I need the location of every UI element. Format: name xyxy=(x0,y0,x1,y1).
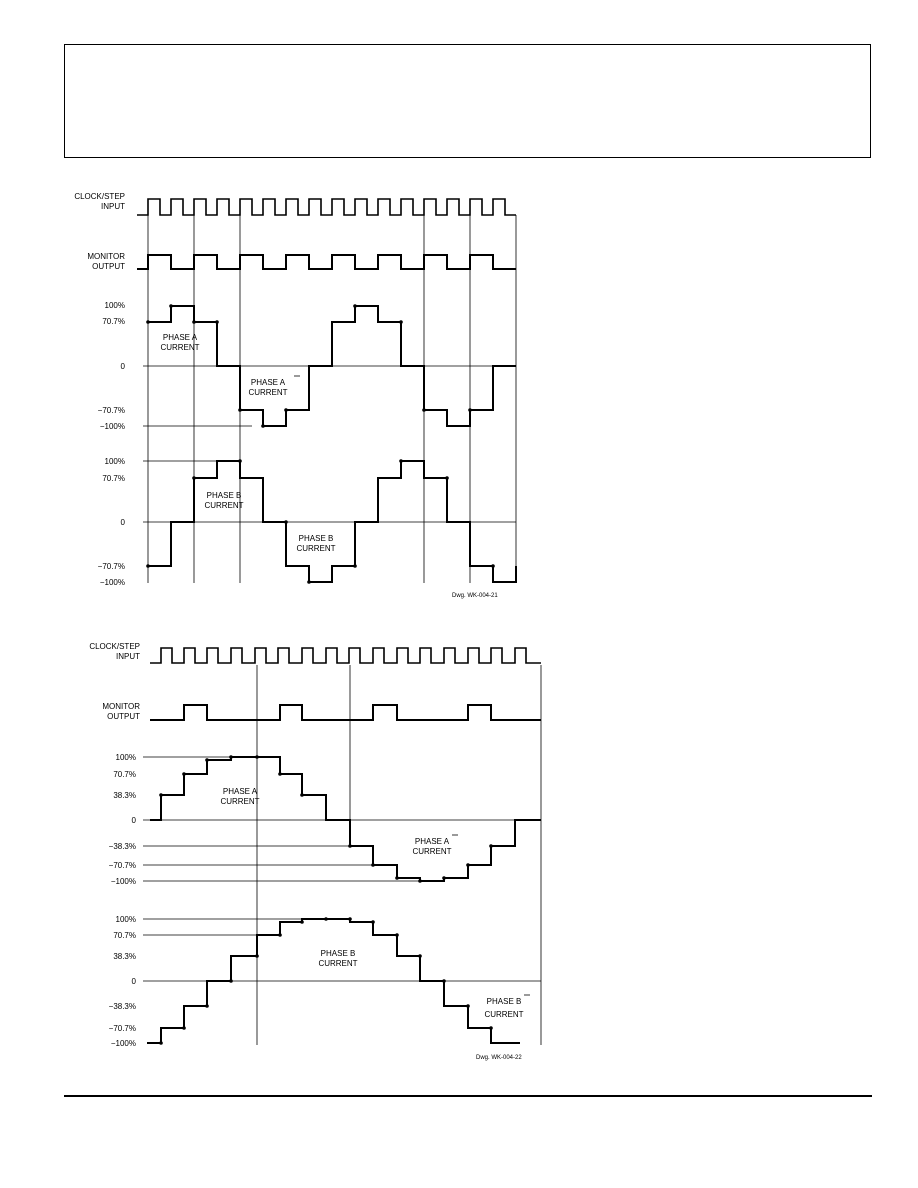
clock-label-line1: CLOCK/STEP xyxy=(89,642,140,651)
phase-b-tick-70: 70.7% xyxy=(113,931,136,940)
phase-b-tick-neg38: −38.3% xyxy=(108,1002,136,1011)
phase-a-bar-caption-line2: CURRENT xyxy=(412,847,452,856)
footer-rule xyxy=(64,1095,872,1097)
monitor-output-waveform xyxy=(150,705,541,720)
clock-step-waveform xyxy=(150,648,541,663)
phase-a-tick-38: 38.3% xyxy=(113,791,136,800)
clock-label-line2: INPUT xyxy=(116,652,140,661)
phase-b-tick-100: 100% xyxy=(104,457,125,466)
monitor-label-line1: MONITOR xyxy=(87,252,125,261)
phase-b-caption-line1: PHASE B xyxy=(320,949,356,958)
phase-a-tick-70: 70.7% xyxy=(113,770,136,779)
phase-a-caption-line1: PHASE A xyxy=(222,787,258,796)
half-step-timing-diagram xyxy=(0,185,540,605)
phase-a-bar-caption-line1: PHASE A xyxy=(414,837,450,846)
phase-b-tick-neg100: −100% xyxy=(99,578,125,587)
phase-a-tick-neg100: −100% xyxy=(110,877,136,886)
phase-a-tick-0: 0 xyxy=(120,362,125,371)
phase-b-caption-line2: CURRENT xyxy=(318,959,358,968)
level-reference-lines xyxy=(143,757,541,981)
phase-b-tick-38: 38.3% xyxy=(113,952,136,961)
phase-b-caption-line2: CURRENT xyxy=(204,501,244,510)
phase-b-tick-0: 0 xyxy=(131,977,136,986)
phase-b-bar-caption-line2: CURRENT xyxy=(296,544,336,553)
phase-b-tick-neg70: −70.7% xyxy=(108,1024,136,1033)
phase-a-bar-caption-line1: PHASE A xyxy=(250,378,286,387)
clock-step-waveform xyxy=(137,199,516,215)
phase-b-current-waveform xyxy=(148,461,516,582)
drawing-number: Dwg. WK-004-21 xyxy=(452,593,498,599)
monitor-label-line1: MONITOR xyxy=(102,702,140,711)
phase-a-tick-neg100: −100% xyxy=(99,422,125,431)
phase-a-tick-70: 70.7% xyxy=(102,317,125,326)
phase-a-bar-caption-line2: CURRENT xyxy=(248,388,288,397)
monitor-label-line2: OUTPUT xyxy=(92,262,125,271)
phase-a-current-waveform xyxy=(150,757,541,881)
clock-label-line2: INPUT xyxy=(101,202,125,211)
phase-a-tick-neg38: −38.3% xyxy=(108,842,136,851)
phase-b-tick-neg100: −100% xyxy=(110,1039,136,1048)
phase-b-tick-neg70: −70.7% xyxy=(97,562,125,571)
phase-a-caption-line1: PHASE A xyxy=(162,333,198,342)
phase-a-caption-line2: CURRENT xyxy=(220,797,260,806)
phase-a-tick-100: 100% xyxy=(115,753,136,762)
step-reference-lines xyxy=(148,215,516,583)
phase-a-tick-neg70: −70.7% xyxy=(108,861,136,870)
phase-b-bar-caption-line1: PHASE B xyxy=(298,534,334,543)
header-box xyxy=(64,44,871,158)
phase-b-tick-100: 100% xyxy=(115,915,136,924)
phase-b-tick-70: 70.7% xyxy=(102,474,125,483)
monitor-output-waveform xyxy=(137,255,516,269)
phase-a-tick-100: 100% xyxy=(104,301,125,310)
phase-b-tick-0: 0 xyxy=(120,518,125,527)
step-reference-lines xyxy=(257,665,541,1045)
level-reference-lines xyxy=(143,366,516,522)
phase-a-tick-0: 0 xyxy=(131,816,136,825)
phase-b-caption-line1: PHASE B xyxy=(206,491,242,500)
quarter-step-timing-diagram xyxy=(0,635,560,1075)
phase-b-bar-caption-line2: CURRENT xyxy=(484,1010,524,1019)
clock-label-line1: CLOCK/STEP xyxy=(74,192,125,201)
monitor-label-line2: OUTPUT xyxy=(107,712,140,721)
phase-b-bar-caption-line1: PHASE B xyxy=(486,997,522,1006)
phase-a-caption-line2: CURRENT xyxy=(160,343,200,352)
phase-a-tick-neg70: −70.7% xyxy=(97,406,125,415)
drawing-number: Dwg. WK-004-22 xyxy=(476,1055,522,1061)
